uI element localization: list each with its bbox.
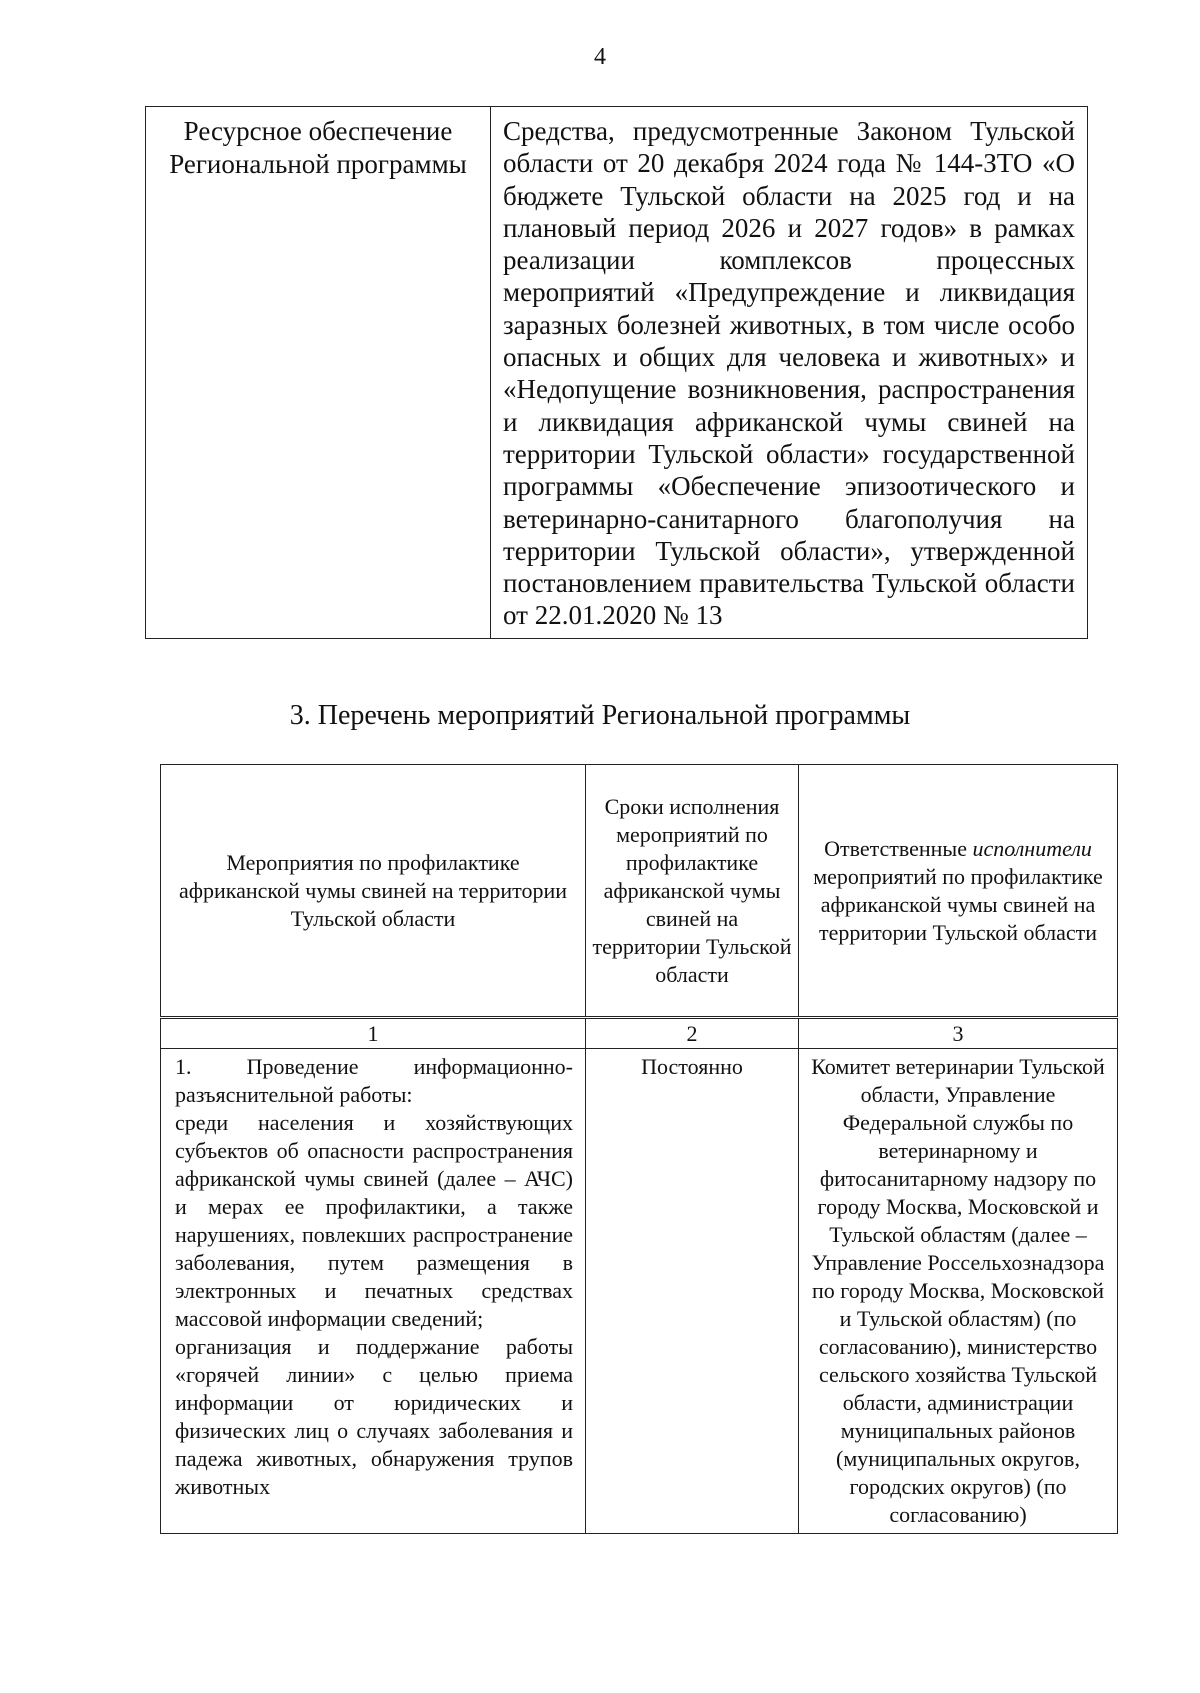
column-number-3: 3 xyxy=(799,1018,1118,1049)
activity-cell xyxy=(161,1049,586,1534)
responsible-cell xyxy=(799,1049,1118,1534)
section-title: 3. Перечень мероприятий Региональной программы xyxy=(289,700,911,731)
header-activities-text: Мероприятия по профилактике африканской чумы свиней на территории Тульской области xyxy=(178,849,568,931)
term-cell xyxy=(586,1049,799,1534)
header-responsible-text-b: исполнители xyxy=(972,835,1092,861)
header-responsible-text-a: Ответственные xyxy=(824,835,973,861)
term-text: Постоянно xyxy=(641,1054,743,1079)
header-responsible xyxy=(799,765,1118,1018)
page-number: 4 xyxy=(594,44,606,70)
header-responsible-text-c: мероприятий по профилактике африканской чумы свиней на территории Тульской области xyxy=(813,863,1103,945)
resources-row xyxy=(146,107,1088,639)
activities-table xyxy=(160,764,1118,1534)
column-number-1: 1 xyxy=(161,1018,586,1049)
header-terms xyxy=(586,765,799,1018)
resources-label: Ресурсное обеспечение Региональной программы xyxy=(169,116,467,179)
responsible-text: Комитет ветеринарии Тульской области, Управление Федеральной службы по ветеринарному и фитосанитарному надзору по городу Москва, Московской и Тульской областям (далее – Управление Россельхознадзора по городу Москва, Московской и Тульской областям) (по согласованию), министерство сельского хозяйства Тульской области, администрации муниципальных районов (муниципальных округов, городских округов) (по согласованию) xyxy=(811,1054,1105,1527)
activities-header-row xyxy=(161,765,1118,1018)
column-numbers-row xyxy=(161,1018,1118,1049)
table-row xyxy=(161,1049,1118,1534)
resources-text-cell xyxy=(491,107,1088,639)
activity-paragraph-1: 1. Проведение информационно-разъяснительной работы: xyxy=(175,1054,573,1107)
activity-paragraph-2: среди населения и хозяйствующих субъектов об опасности распространения африканской чумы свиней (далее – АЧС) и мерах ее профилактики, а также нарушениях, повлекших распространение заболевания, путем размещения в электронных и печатных средствах массовой информации сведений; xyxy=(175,1110,573,1331)
resources-text: Средства, предусмотренные Законом Тульской области от 20 декабря 2024 года № 144-ЗТО «О бюджете Тульской области на 2025 год и на плановый период 2026 и 2027 годов» в рамках реализации комплексов процессных мероприятий «Предупреждение и ликвидация заразных болезней животных, в том числе особо опасных и общих для человека и животных» и «Недопущение возникновения, распространения и ликвидация африканской чумы свиней на территории Тульской области» государственной программы «Обеспечение эпизоотического и ветеринарно-санитарного благополучия на территории Тульской области», утвержденной постановлением правительства Тульской области от 22.01.2020 № 13 xyxy=(503,116,1075,631)
resources-label-cell xyxy=(146,107,491,639)
column-number-2: 2 xyxy=(586,1018,799,1049)
resources-table xyxy=(145,106,1088,639)
activity-paragraph-3: организация и поддержание работы «горячей линии» с целью приема информации от юридических и физических лиц о случаях заболевания и падежа животных, обнаружения трупов животных xyxy=(175,1334,573,1499)
header-activities xyxy=(161,765,586,1018)
header-terms-text: Сроки исполнения мероприятий по профилактике африканской чумы свиней на территории Тульской области xyxy=(592,793,792,987)
